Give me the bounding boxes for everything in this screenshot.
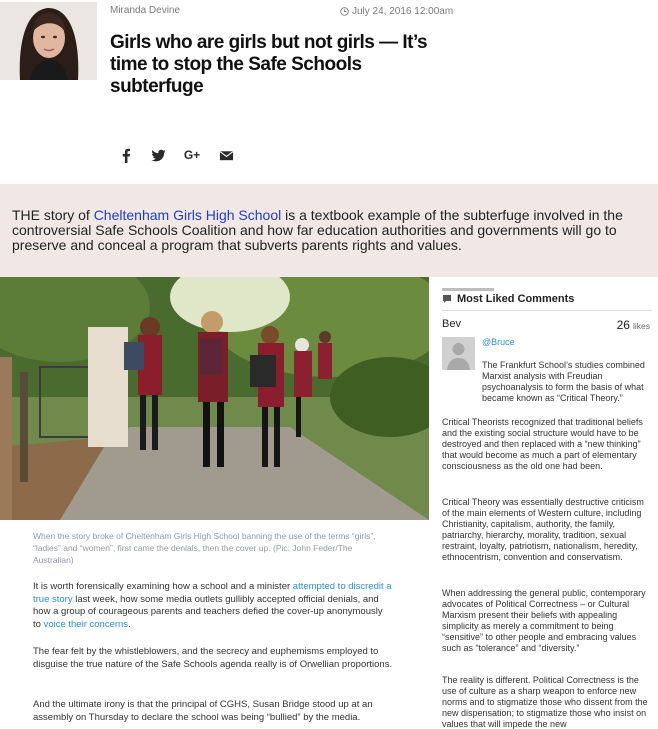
hero-caption: When the story broke of Cheltenham Girls High School banning the use of the terms “girls”, “ladies” and “women”, first came the denials, then the cover up. (Pic: John Feder/The Australian) [33, 531, 376, 565]
article-standfirst [0, 184, 658, 277]
likes-number: 26 [616, 318, 630, 332]
comment-icon [442, 294, 452, 304]
discredit-story-link[interactable]: attempted to discredit a true story [33, 581, 392, 605]
sidebar-title-text: Most Liked Comments [457, 293, 575, 305]
likes-label: likes [632, 321, 650, 331]
body-paragraph-3: And the ultimate irony is that the principal of CGHS, Susan Bridge stood up at an assembly on Thursday to declare the school was being “bullied” by the media. [33, 699, 373, 723]
article-headline: Girls who are girls but not girls — It’s time to stop the Safe Schools subterfuge [110, 32, 428, 97]
share-bar [117, 146, 235, 164]
likes-count[interactable] [617, 318, 650, 332]
commenter-name[interactable]: Bev [442, 318, 461, 330]
p1-text-c: . [128, 618, 131, 630]
email-icon[interactable] [217, 146, 235, 164]
standfirst-school-link[interactable]: Cheltenham Girls High School [93, 207, 282, 223]
publish-date-text: July 24, 2016 12:00am [352, 6, 454, 17]
twitter-icon[interactable] [149, 146, 167, 164]
p1-text-b: last week, how some media outlets gullibly accepted official denials, and how a group of courageous parents and teachers defied the cover-up anonymously to [33, 593, 383, 630]
google-plus-icon[interactable]: G+ [183, 148, 201, 162]
body-paragraph-1 [33, 581, 393, 631]
sidebar-rule [442, 310, 652, 311]
most-liked-comments-heading [442, 293, 574, 305]
comment-paragraph: Critical Theorists recognized that traditional beliefs and the existing social structure would have to be destroyed and then replaced with a “new thinking” that would become as much a part of elementary consciousness as the old one had been. [442, 417, 643, 471]
voice-concerns-link[interactable]: voice their concerns [43, 618, 129, 630]
publish-date [340, 6, 453, 17]
comment-paragraph: The Frankfurt School’s studies combined Marxist analysis with Freudian psychoanalysis to form the basis of what became known as “Critical Theory.” [482, 360, 645, 403]
mention-link[interactable]: @Bruce [482, 337, 515, 347]
author-byline[interactable]: Miranda Devine [110, 5, 181, 16]
p1-text-a: It is worth forensically examining how a school and a minister [33, 581, 293, 592]
commenter-avatar [442, 337, 475, 370]
sidebar-divider [442, 288, 494, 291]
facebook-icon[interactable] [117, 146, 135, 164]
standfirst-lead: THE story of [12, 207, 94, 223]
hero-image [0, 277, 429, 520]
comment-paragraph: The reality is different. Political Correctness is the use of culture as a sharp weapon to enforce new norms and to stigmatize those who dissent from the new dispensation; to stigmatize those who insist on values that will impede the new [442, 675, 648, 729]
author-photo [0, 2, 97, 80]
clock-icon [340, 7, 349, 16]
comment-paragraph: Critical Theory was essentially destructive criticism of the main elements of Western culture, including Christianity, capitalism, authority, the family, patriarchy, hierarchy, morality, tradition, sexual restraint, loyalty, patriotism, nationalism, heredity, ethnocentrism, convention and conservatism. [442, 497, 644, 562]
body-paragraph-2: The fear felt by the whistleblowers, and the secrecy and euphemisms employed to disguise the true nature of the Safe Schools agenda really is of Orwellian proportions. [33, 646, 393, 670]
standfirst-rest: is a textbook example of the subterfuge involved in the controversial Safe Schools Coalition and how far education authorities and governments will go to preserve and conceal a program that subverts parents rights and values. [12, 207, 623, 253]
comment-paragraph: When addressing the general public, contemporary advocates of Political Correctness – or Cultural Marxism present their beliefs with appealing simplicity as merely a commitment to being “sensitive” to other people and embracing values such as “tolerance” and “diversity.” [442, 588, 646, 653]
